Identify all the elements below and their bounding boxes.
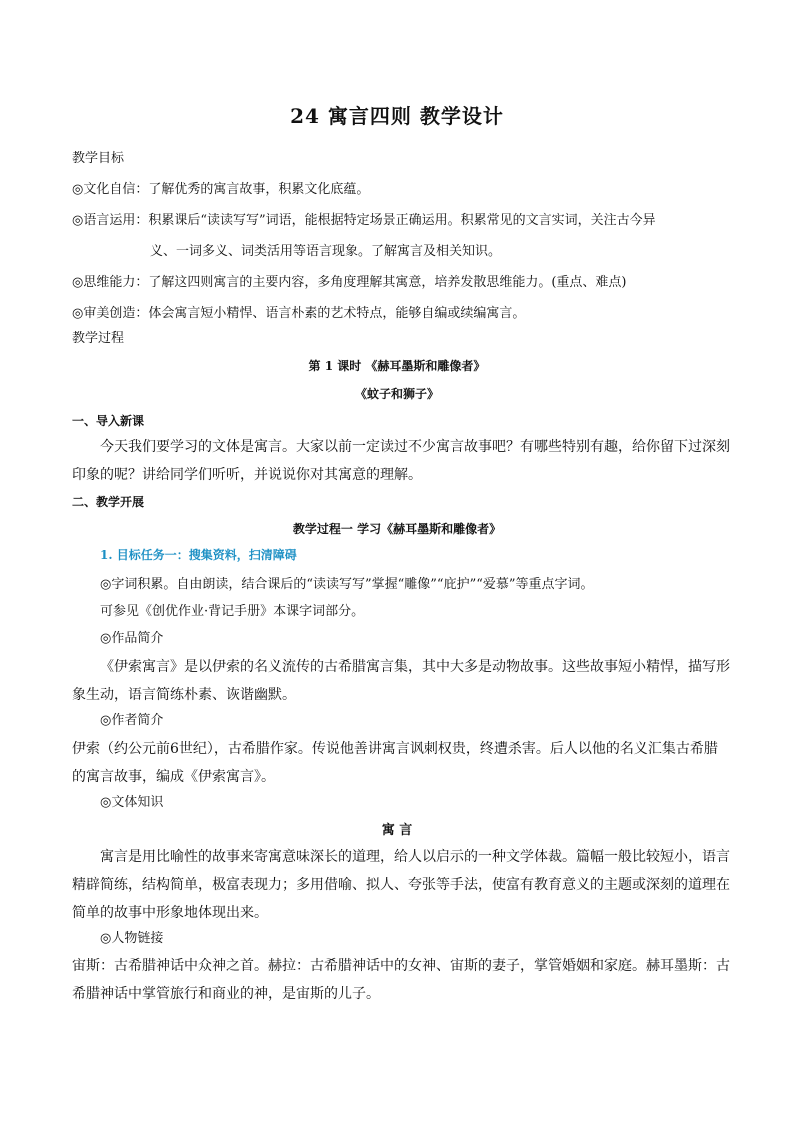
objective-culture: ◎文化自信：了解优秀的寓言故事，积累文化底蕴。: [72, 182, 370, 197]
process-heading: 教学过程: [72, 331, 125, 346]
document-title: 24 寓言四则 教学设计: [290, 104, 504, 128]
genre-title: 寓 言: [381, 823, 413, 838]
genre-heading: ◎文体知识: [100, 795, 164, 810]
task1-heading: 1. 目标任务一：搜集资料，扫清障碍: [100, 548, 297, 562]
lesson-title: 第 1 课时 《赫耳墨斯和雕像者》: [308, 359, 486, 373]
author-paragraph: 伊索（约公元前6世纪），古希腊作家。传说他善讲寓言讽刺权贵，终遭杀害。后人以他的名义汇集古希腊的寓言故事，编成《伊索寓言》。: [72, 741, 718, 785]
objective-language: ◎语言运用：积累课后“读读写写”词语，能根据特定场景正确运用。积累常见的文言实词，关注古今异: [72, 213, 656, 228]
word-accumulation: ◎字词积累。自由朗读，结合课后的“读读写写”掌握“雕像”“庇护”“爱慕”等重点字词。: [100, 577, 594, 592]
objectives-heading: 教学目标: [72, 151, 125, 166]
genre-paragraph: 寓言是用比喻性的故事来寄寓意味深长的道理，给人以启示的一种文学体裁。篇幅一般比较短小，语言精辟简练，结构简单，极富表现力；多用借喻、拟人、夸张等手法，使富有教育意义的主题或深刻的道理在简单的故事中形象地体现出来。: [72, 849, 730, 921]
work-intro-paragraph: 《伊索寓言》是以伊索的名义流传的古希腊寓言集，其中大多是动物故事。这些故事短小精悍，描写形象生动，语言简练朴素、诙谐幽默。: [72, 659, 730, 703]
process1-title: 教学过程一 学习《赫耳墨斯和雕像者》: [292, 522, 502, 536]
people-heading: ◎人物链接: [100, 931, 164, 946]
intro-paragraph: 今天我们要学习的文体是寓言。大家以前一定读过不少寓言故事吧？有哪些特别有趣，给你留下过深刻印象的呢？讲给同学们听听，并说说你对其寓意的理解。: [72, 439, 730, 483]
section-intro-heading: 一、导入新课: [72, 414, 145, 428]
objective-language-cont: 义、一词多义、词类活用等语言现象。了解寓言及相关知识。: [150, 244, 502, 259]
objective-thinking: ◎思维能力：了解这四则寓言的主要内容，多角度理解其寓意，培养发散思维能力。(重点、难点): [72, 275, 627, 290]
objective-aesthetic: ◎审美创造：体会寓言短小精悍、语言朴素的艺术特点，能够自编或续编寓言。: [72, 306, 526, 321]
lesson-subtitle: 《蚊子和狮子》: [354, 387, 439, 401]
people-paragraph: 宙斯：古希腊神话中众神之首。赫拉：古希腊神话中的女神、宙斯的妻子，掌管婚姻和家庭。赫耳墨斯：古希腊神话中掌管旅行和商业的神，是宙斯的儿子。: [72, 958, 730, 1002]
reference-line: 可参见《创优作业·背记手册》本课字词部分。: [100, 604, 365, 619]
author-heading: ◎作者简介: [100, 713, 164, 728]
work-intro-heading: ◎作品简介: [100, 631, 164, 646]
section-teaching-heading: 二、教学开展: [72, 495, 145, 509]
